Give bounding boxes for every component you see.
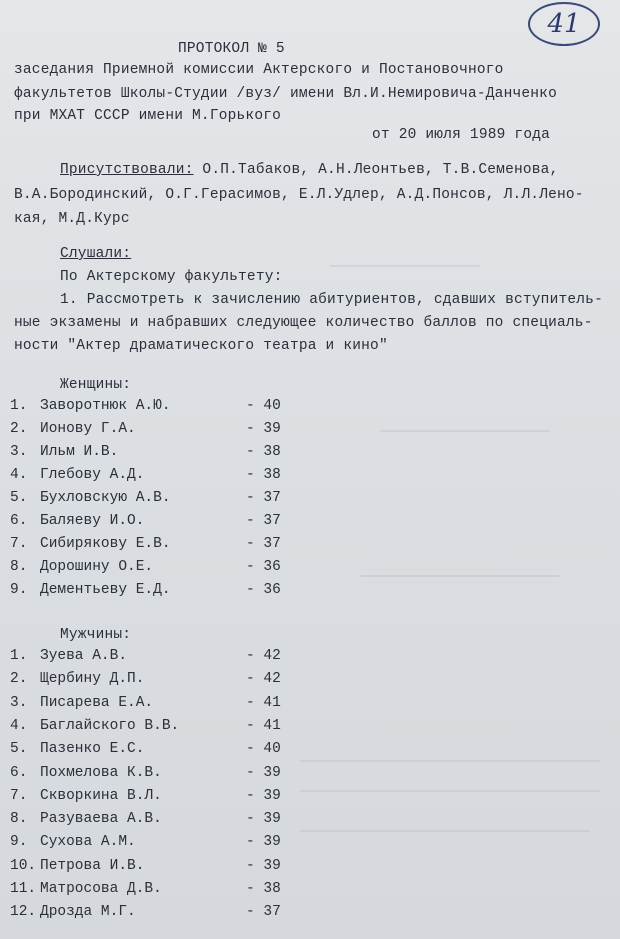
show-through-mark (380, 430, 550, 432)
present-line-3: кая, М.Д.Курс (14, 211, 130, 227)
applicant-score: - 39 (246, 857, 281, 874)
applicant-name: Заворотнюк А.Ю. (40, 398, 171, 414)
applicant-name: Дорошину О.Е. (40, 559, 154, 575)
item-number: 8. (10, 559, 28, 575)
applicant-name: Зуева А.В. (40, 648, 128, 664)
applicant-score: - 38 (246, 444, 281, 460)
applicant-score: - 42 (246, 671, 281, 688)
applicant-score: - 36 (246, 559, 281, 575)
item-number: 1. (10, 648, 28, 664)
item-number: 2. (10, 421, 28, 437)
women-heading: Женщины: (60, 377, 132, 393)
show-through-mark (300, 760, 600, 762)
item-number: 1. (10, 398, 28, 414)
item-number: 12. (10, 904, 37, 921)
item-line-3: ности "Актер драматического театра и кино" (14, 338, 388, 354)
item-number: 3. (10, 444, 28, 460)
item-number: 4. (10, 467, 28, 483)
heard-label: Слушали: (60, 246, 132, 262)
show-through-mark (300, 790, 600, 792)
applicant-score: - 39 (246, 834, 281, 851)
page-number-stamp: 41 (528, 2, 600, 46)
item-number: 2. (10, 671, 28, 688)
applicant-score: - 39 (246, 811, 281, 828)
applicant-name: Разуваева А.В. (40, 811, 162, 828)
applicant-name: Баляеву И.О. (40, 513, 145, 529)
applicant-score: - 37 (246, 513, 281, 529)
protocol-date: от 20 июля 1989 года (372, 127, 551, 143)
applicant-score: - 41 (246, 694, 281, 711)
show-through-mark (300, 830, 590, 832)
applicant-score: - 39 (246, 421, 281, 437)
protocol-title: ПРОТОКОЛ № 5 (178, 41, 285, 57)
applicant-score: - 40 (246, 398, 281, 414)
applicant-name: Щербину Д.П. (40, 671, 145, 688)
item-number: 11. (10, 881, 37, 897)
header-line-3: при МХАТ СССР имени М.Горького (14, 108, 282, 124)
present-line-1 (60, 161, 559, 179)
present-line-2: В.А.Бородинский, О.Г.Герасимов, Е.Л.Удлер, А.Д.Понсов, Л.Л.Лено- (14, 187, 584, 203)
item-number: 8. (10, 811, 28, 828)
item-number: 5. (10, 741, 28, 758)
header-line-1: заседания Приемной комиссии Актерского и Постановочного (14, 62, 504, 78)
show-through-mark (360, 575, 560, 577)
applicant-name: Бухловскую А.В. (40, 490, 171, 506)
item-number: 6. (10, 513, 28, 529)
applicant-name: Сибирякову Е.В. (40, 536, 171, 552)
item-number: 4. (10, 717, 28, 734)
applicant-name: Ильм И.В. (40, 444, 119, 460)
present-names-1: О.П.Табаков, А.Н.Леонтьев, Т.В.Семенова, (193, 162, 559, 178)
applicant-name: Дементьеву Е.Д. (40, 582, 171, 598)
item-number: 10. (10, 857, 37, 874)
applicant-score: - 38 (246, 467, 281, 483)
applicant-name: Дрозда М.Г. (40, 904, 136, 921)
applicant-score: - 38 (246, 881, 281, 897)
item-number: 6. (10, 764, 28, 781)
faculty-heading: По Актерскому факультету: (60, 269, 283, 285)
men-heading: Мужчины: (60, 627, 132, 643)
present-label: Присутствовали: (60, 162, 194, 178)
applicant-name: Писарева Е.А. (40, 694, 154, 711)
applicant-name: Сухова А.М. (40, 834, 136, 851)
applicant-score: - 39 (246, 764, 281, 781)
item-number: 7. (10, 536, 28, 552)
item-line-1: 1. Рассмотреть к зачислению абитуриентов, сдавших вступитель- (60, 292, 603, 308)
item-number: 5. (10, 490, 28, 506)
applicant-score: - 39 (246, 787, 281, 804)
item-number: 7. (10, 787, 28, 804)
applicant-name: Похмелова К.В. (40, 764, 162, 781)
applicant-name: Скворкина В.Л. (40, 787, 162, 804)
item-number: 3. (10, 694, 28, 711)
applicant-name: Петрова И.В. (40, 857, 145, 874)
applicant-name: Глебову А.Д. (40, 467, 145, 483)
applicant-score: - 37 (246, 904, 281, 921)
applicant-score: - 37 (246, 490, 281, 506)
item-number: 9. (10, 834, 28, 851)
show-through-mark (330, 265, 480, 267)
applicant-name: Матросова Д.В. (40, 881, 162, 897)
item-line-2: ные экзамены и набравших следующее количество баллов по специаль- (14, 315, 593, 331)
applicant-score: - 40 (246, 741, 281, 758)
applicant-score: - 41 (246, 717, 281, 734)
header-line-2: факультетов Школы-Студии /вуз/ имени Вл.И.Немировича-Данченко (14, 86, 557, 102)
applicant-score: - 37 (246, 536, 281, 552)
applicant-name: Пазенко Е.С. (40, 741, 145, 758)
item-number: 9. (10, 582, 28, 598)
applicant-score: - 36 (246, 582, 281, 598)
applicant-name: Баглайского В.В. (40, 717, 180, 734)
applicant-score: - 42 (246, 648, 281, 664)
applicant-name: Ионову Г.А. (40, 421, 136, 437)
